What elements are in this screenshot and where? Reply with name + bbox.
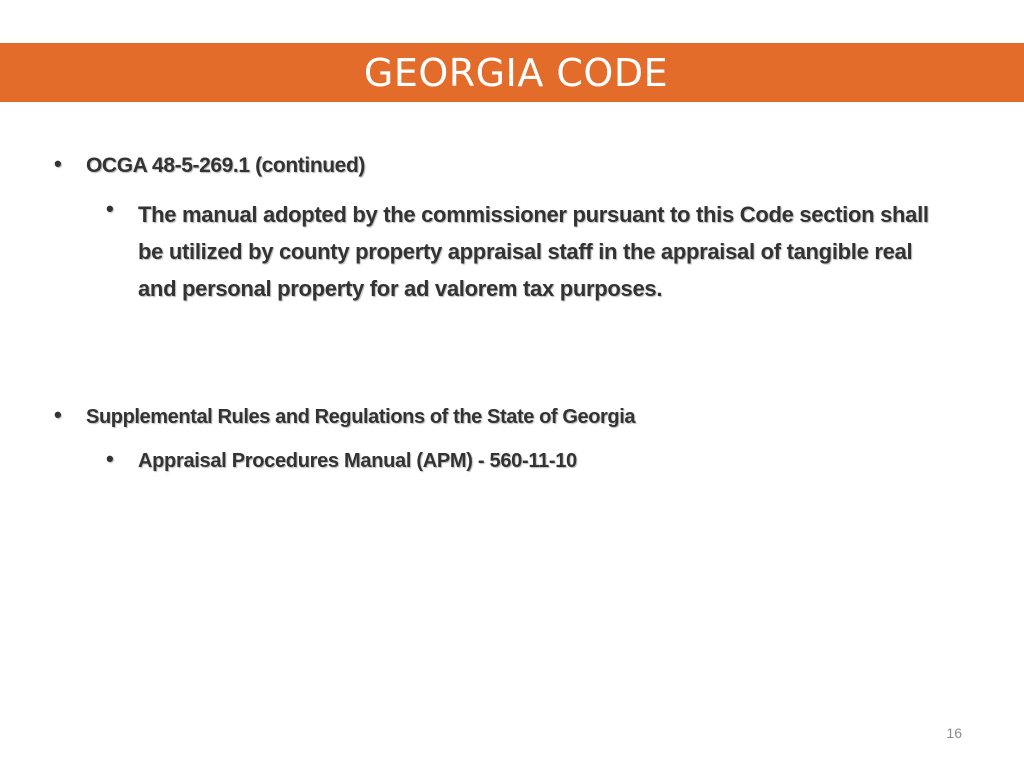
bullet-item-ocga <box>54 151 365 181</box>
bullet-icon: • <box>106 196 114 221</box>
bullet-text: Supplemental Rules and Regulations of the State of Georgia <box>86 406 636 428</box>
title-bar <box>0 43 1024 102</box>
slide-title: GEORGIA CODE <box>363 50 669 95</box>
sub-bullet-item-manual <box>106 196 936 307</box>
bullet-text: OCGA 48-5-269.1 (continued) <box>86 154 365 177</box>
bullet-icon: • <box>106 446 114 471</box>
sub-bullet-text: The manual adopted by the commissioner pursuant to this Code section shall be utilized by county property appraisal staff in the appraisal of tangible real and personal property for ad valorem tax purposes. <box>138 202 929 301</box>
page-number: 16 <box>946 725 962 741</box>
sub-bullet-item-apm <box>106 446 577 476</box>
bullet-icon: • <box>54 151 62 176</box>
sub-bullet-text: Appraisal Procedures Manual (APM) - 560-11-10 <box>138 450 577 472</box>
bullet-icon: • <box>54 402 62 427</box>
bullet-item-supplemental-rules <box>54 402 635 432</box>
